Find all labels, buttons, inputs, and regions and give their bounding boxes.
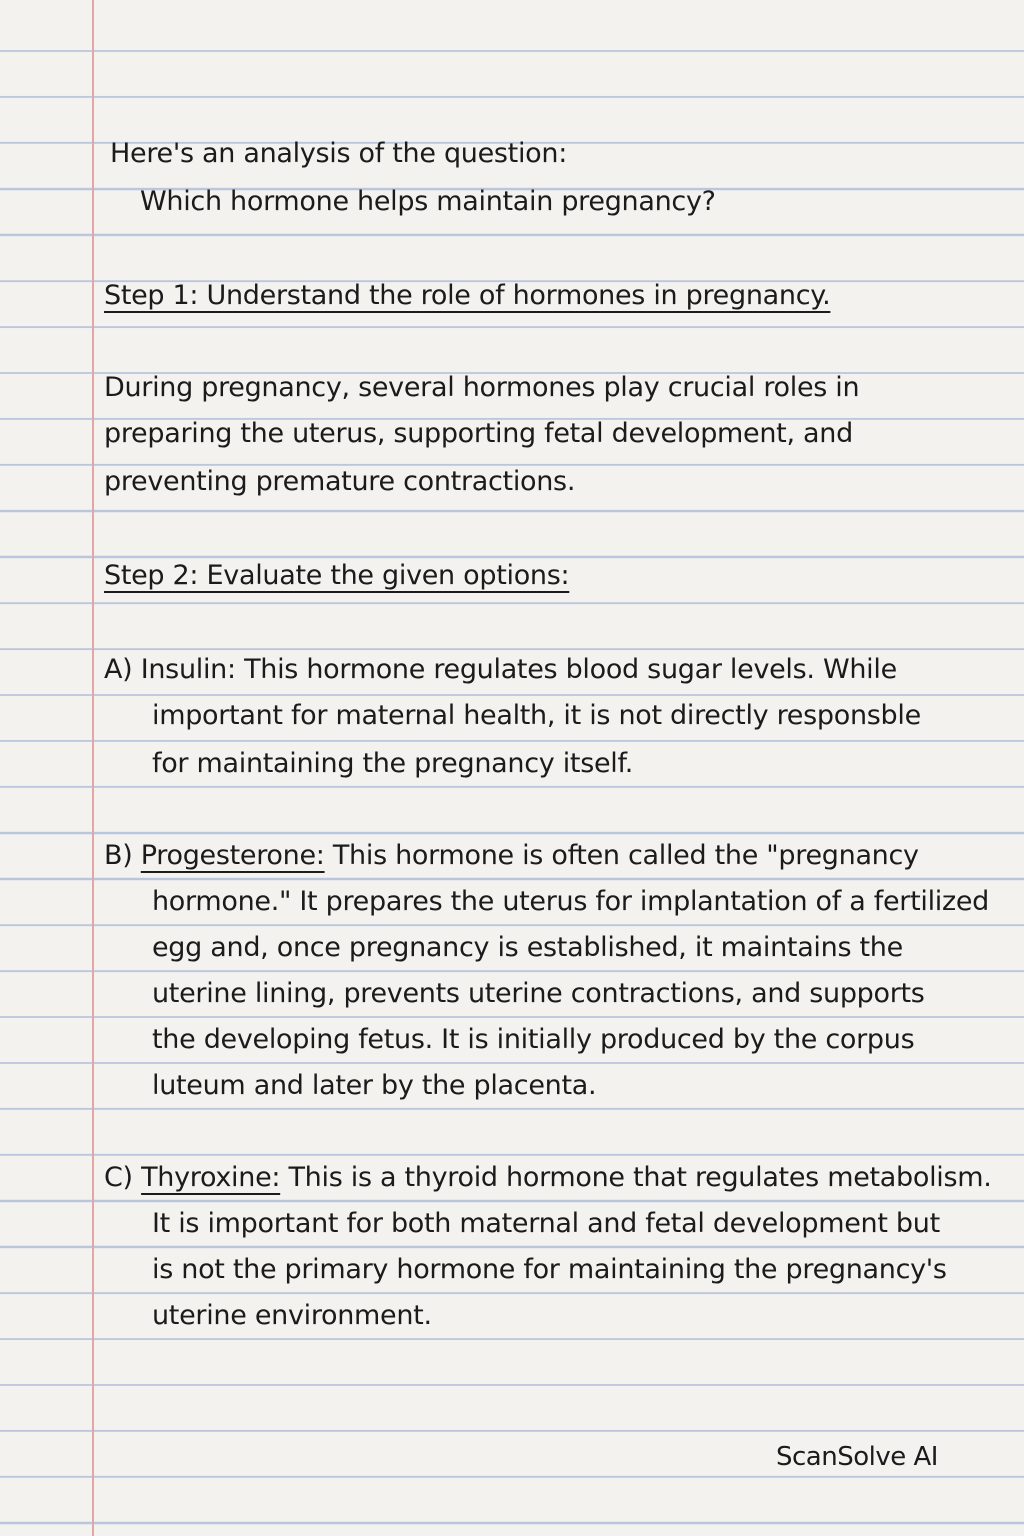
option-b-first-line: [104, 840, 919, 871]
step1-line: During pregnancy, several hormones play crucial roles in: [104, 372, 860, 403]
option-c-line: It is important for both maternal and fetal development but: [152, 1208, 940, 1239]
step1-line: preparing the uterus, supporting fetal development, and: [104, 418, 853, 449]
option-c-text: This is a thyroid hormone that regulates metabolism.: [288, 1162, 992, 1193]
option-c-line: uterine environment.: [152, 1300, 432, 1331]
signature: ScanSolve AI: [776, 1442, 938, 1472]
option-c-letter: C): [104, 1162, 133, 1193]
option-c-line: is not the primary hormone for maintaining the pregnancy's: [152, 1254, 947, 1285]
margin-line: [92, 0, 94, 1536]
option-c-name: Thyroxine:: [141, 1162, 281, 1193]
option-a-line: important for maternal health, it is not directly responsble: [152, 700, 921, 731]
option-b-line: the developing fetus. It is initially produced by the corpus: [152, 1024, 915, 1055]
option-a-first-line: [104, 654, 897, 685]
step1-heading: Step 1: Understand the role of hormones in pregnancy.: [104, 280, 831, 311]
option-a-letter: A): [104, 654, 133, 685]
option-c-first-line: [104, 1162, 992, 1193]
option-b-letter: B): [104, 840, 133, 871]
intro-line: Here's an analysis of the question:: [110, 138, 567, 169]
option-a-text: This hormone regulates blood sugar levels. While: [244, 654, 897, 685]
step2-heading: Step 2: Evaluate the given options:: [104, 560, 570, 591]
step1-line: preventing premature contractions.: [104, 466, 576, 497]
question-line: Which hormone helps maintain pregnancy?: [140, 186, 716, 217]
option-b-line: egg and, once pregnancy is established, it maintains the: [152, 932, 903, 963]
option-a-name: Insulin:: [140, 654, 236, 685]
option-b-line: hormone." It prepares the uterus for implantation of a fertilized: [152, 886, 989, 917]
option-a-line: for maintaining the pregnancy itself.: [152, 748, 634, 779]
option-b-line: luteum and later by the placenta.: [152, 1070, 597, 1101]
option-b-line: uterine lining, prevents uterine contractions, and supports: [152, 978, 925, 1009]
option-b-name: Progesterone:: [140, 840, 325, 871]
option-b-text: This hormone is often called the "pregnancy: [332, 840, 919, 871]
